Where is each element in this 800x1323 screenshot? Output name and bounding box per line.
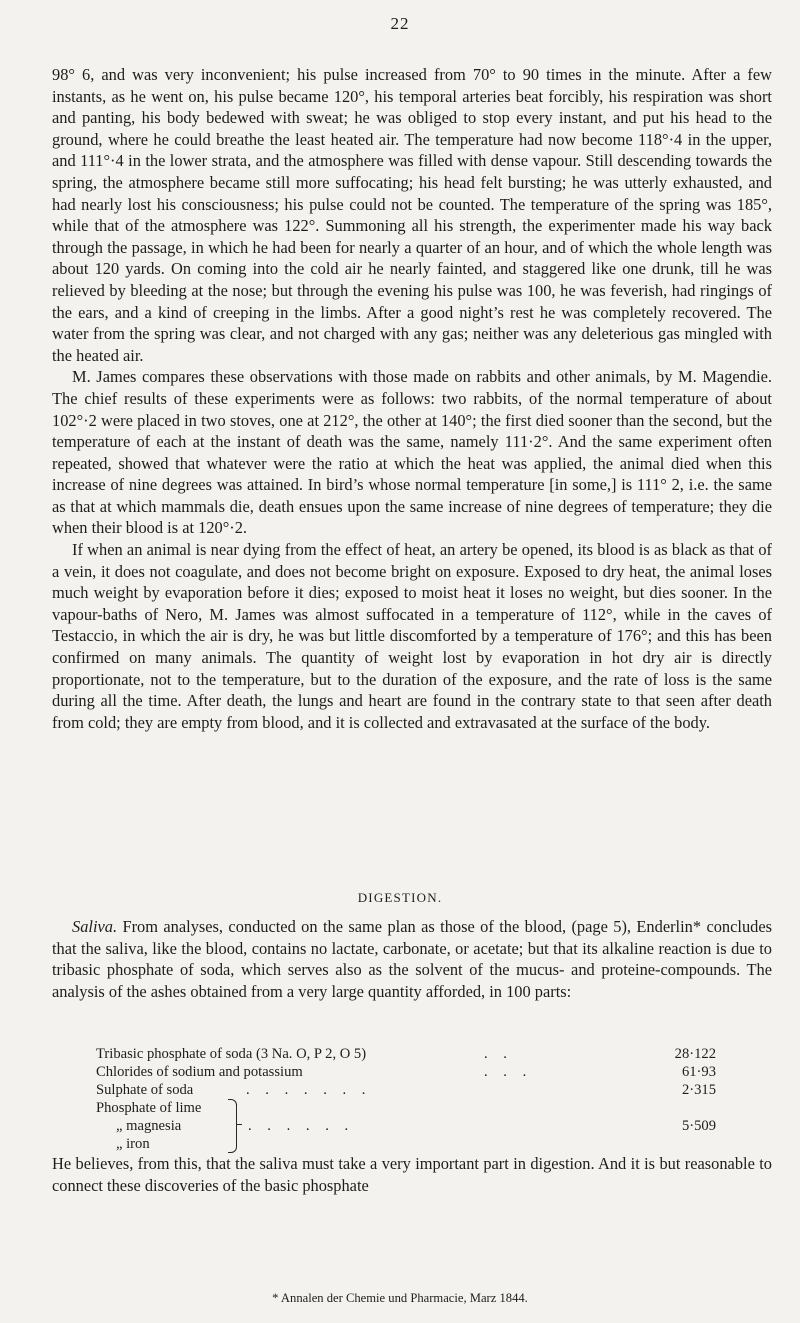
- paragraph: M. James compares these observations with those made on rabbits and other animals, by M. Magendie. The chief results of these experiments were as follows: two rabbits, of the normal temperature of about 102°·2 were placed in two stoves, one at 212°, the other at 140°; the first died sooner than the second, but the temperature of each at the instant of death was the same, namely 111·2°. And the same experiment often repeated, showed that whatever were the ratio at which the heat was applied, the animal died when this increase of nine degrees was attained. In bird’s whose normal temperature [in some,] is 111° 2, i.e. the same as that at which mammals die, death ensues upon the same increase of nine degrees of temperature; they die when their blood is at 120°·2.: [52, 367, 772, 538]
- saliva-text: From analyses, conducted on the same plan as those of the blood, (page 5), Enderlin* concludes that the saliva, like the blood, contains no lactate, carbonate, or acetate; but that its alkaline reaction is due to tribasic phosphate of soda, which serves also as the solvent of the mucus- and proteine-compounds. The analysis of the ashes obtained from a very large quantity afforded, in 100 parts:: [52, 917, 772, 1001]
- body-text-top: [52, 64, 772, 733]
- table-row: [96, 1045, 716, 1063]
- row-value: 61·93: [681, 1064, 716, 1080]
- ash-analysis-table: [96, 1045, 716, 1153]
- table-row: [96, 1081, 716, 1099]
- row-leader: . . . . . . .: [246, 1082, 372, 1098]
- row-leader: . . . . . .: [248, 1118, 355, 1134]
- footnote: * Annalen der Chemie und Pharmacie, Marz 1844.: [272, 1291, 528, 1305]
- grouping-brace-tip: [236, 1124, 242, 1125]
- closing-paragraph: [52, 1153, 772, 1196]
- row-label: Tribasic phosphate of soda (3 Na. O, P 2, O 5): [96, 1046, 367, 1062]
- page-number: 22: [390, 14, 410, 33]
- section-heading: DIGESTION.: [357, 890, 443, 905]
- table-row: [96, 1099, 716, 1117]
- row-leader: . . .: [484, 1064, 533, 1080]
- row-value: 5·509: [681, 1118, 716, 1134]
- row-leader: . .: [484, 1046, 513, 1062]
- table-row: [96, 1117, 716, 1135]
- row-label: Phosphate of lime: [96, 1100, 202, 1116]
- paragraph: If when an animal is near dying from the effect of heat, an artery be opened, its blood is as black as that of a vein, it does not coagulate, and does not become bright on exposure. Exposed to dry heat, the animal loses much weight by evaporation before it dies; exposed to moist heat it loses no weight, but dies sooner. In the vapour-baths of Nero, M. James was almost suffocated in a temperature of 112°, while in the caves of Testaccio, in which the air is dry, he was but little discomforted by a temperature of 176°; and this has been confirmed on many animals. The quantity of weight lost by evaporation in hot dry air is directly proportionate, not to the temperature, but to the duration of the exposure, and the rate of loss is the same during all the time. After death, the lungs and heart are found in the contrary state to that seen after death from cold; they are empty from blood, and it is collected and extravasated at the surface of the body.: [52, 540, 772, 732]
- saliva-paragraph: [52, 916, 772, 1002]
- row-label: Sulphate of soda: [96, 1082, 194, 1098]
- table-row: [96, 1135, 716, 1153]
- row-label: „ magnesia: [116, 1118, 182, 1134]
- table-row: [96, 1063, 716, 1081]
- paragraph: He believes, from this, that the saliva must take a very important part in digestion. And it is but reasonable to connect these discoveries of the basic phosphate: [52, 1154, 772, 1195]
- saliva-lead: Saliva.: [72, 917, 118, 936]
- grouping-brace: [228, 1099, 237, 1153]
- row-label: „ iron: [116, 1136, 150, 1152]
- row-value: 2·315: [681, 1082, 716, 1098]
- row-label: Chlorides of sodium and potassium: [96, 1064, 303, 1080]
- row-value: 28·122: [674, 1046, 716, 1062]
- paragraph: 98° 6, and was very inconvenient; his pulse increased from 70° to 90 times in the minute. After a few instants, as he went on, his pulse became 120°, his temporal arteries beat forcibly, his respiration was short and panting, his body bedewed with sweat; he was obliged to stop every instant, and put his head to the ground, where he could breathe the least heated air. The temperature had now become 118°·4 in the upper, and 111°·4 in the lower strata, and the atmosphere was filled with dense vapour. Still descending towards the spring, the atmosphere became still more suffocating; his head felt bursting; he was utterly exhausted, and had nearly lost his consciousness; his pulse could not be counted. The temperature of the spring was 185°, while that of the atmosphere was 122°. Summoning all his strength, the experimenter made his way back through the passage, in which he had been for nearly a quarter of an hour, and of which the whole length was about 120 yards. On coming into the cold air he nearly fainted, and staggered like one drunk, till he was relieved by bleeding at the nose; but through the evening his pulse was 100, he was feverish, had ringings of the ears, and a kind of creeping in the limbs. After a good night’s rest he was completely recovered. The water from the spring was clear, and not charged with any gas; neither was any deleterious gas mingled with the heated air.: [52, 65, 772, 365]
